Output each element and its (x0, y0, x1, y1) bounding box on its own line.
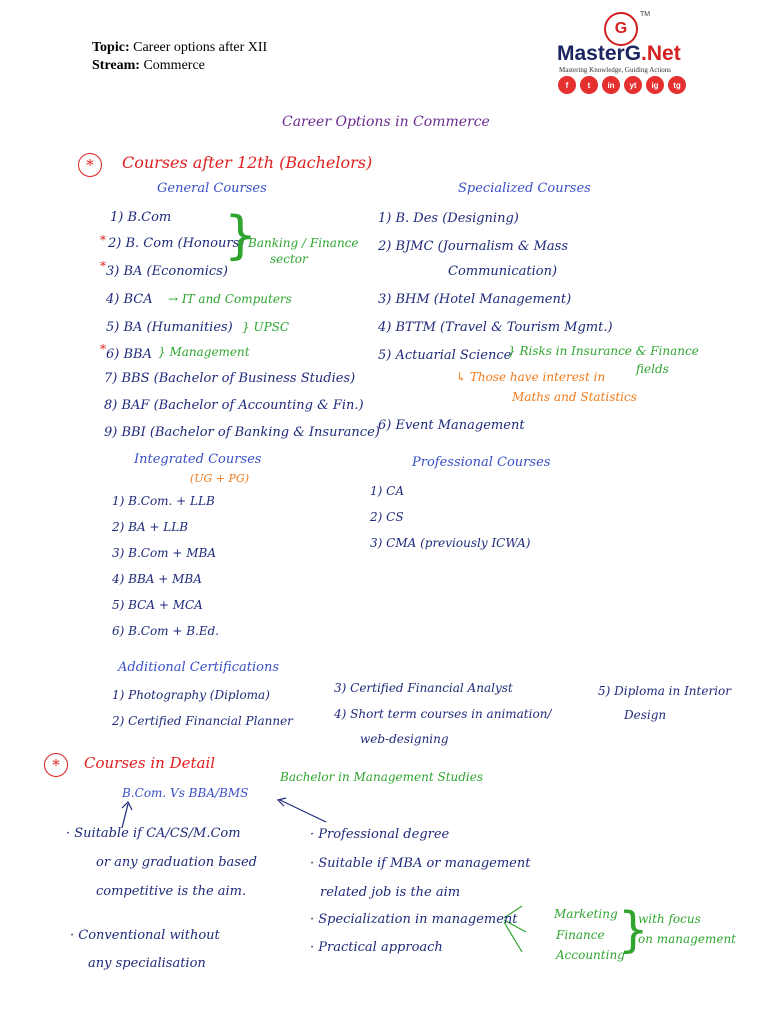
integrated-item: 4) BBA + MBA (112, 572, 202, 586)
topic-value: Career options after XII (133, 40, 268, 55)
general-item: 1) B.Com (110, 210, 172, 225)
detail-right-item: · Practical approach (310, 940, 443, 955)
logo-tagline: Mastering Knowledge, Guiding Actions (559, 66, 671, 74)
integrated-sub: (UG + PG) (190, 472, 250, 485)
general-item: 9) BBI (Bachelor of Banking & Insurance) (104, 425, 380, 440)
professional-item: 2) CS (370, 510, 404, 524)
integrated-item: 2) BA + LLB (112, 520, 189, 534)
stream-label: Stream: (92, 58, 140, 73)
linkedin-icon[interactable]: in (602, 76, 620, 94)
detail-right-item: related job is the aim (320, 885, 461, 900)
integrated-item: 5) BCA + MCA (112, 598, 203, 612)
logo-mark-letter: G (614, 20, 628, 37)
additional-heading: Additional Certifications (118, 660, 280, 675)
instagram-icon[interactable]: ig (646, 76, 664, 94)
specialized-item: 5) Actuarial Science (378, 348, 512, 363)
spec-item: Accounting (556, 948, 625, 962)
detail-right-item: · Suitable if MBA or management (310, 856, 531, 871)
telegram-icon[interactable]: tg (668, 76, 686, 94)
actuarial-note: } Risks in Insurance & Finance (508, 344, 699, 358)
it-note: → IT and Computers (168, 292, 292, 306)
facebook-icon[interactable]: f (558, 76, 576, 94)
specialized-item: 6) Event Management (378, 418, 525, 433)
specialized-item: 2) BJMC (Journalism & Mass (378, 239, 569, 254)
general-item: 8) BAF (Bachelor of Accounting & Fin.) (104, 398, 364, 413)
specialized-courses-heading: Specialized Courses (458, 181, 591, 196)
interest-note-2: Maths and Statistics (512, 390, 637, 404)
general-item: 4) BCA (106, 292, 153, 307)
topic-label: Topic: (92, 40, 130, 55)
brace-icon: } (224, 206, 258, 266)
interest-note: ↳ Those have interest in (456, 370, 606, 384)
actuarial-note-2: fields (636, 362, 669, 376)
asterisk-icon: * (100, 233, 106, 247)
spec-item: Finance (556, 928, 605, 942)
banking-note-2: sector (270, 252, 308, 266)
detail-left-item: · Suitable if CA/CS/M.Com (66, 826, 241, 841)
specialized-item: 1) B. Des (Designing) (378, 211, 519, 226)
page-title: Career Options in Commerce (282, 114, 490, 130)
management-note: } Management (158, 345, 250, 359)
additional-item: 3) Certified Financial Analyst (334, 681, 513, 695)
detail-left-item: any specialisation (88, 956, 206, 971)
general-item: 6) BBA (106, 347, 152, 362)
additional-item: 4) Short term courses in animation/ (334, 707, 552, 721)
additional-item: 2) Certified Financial Planner (112, 714, 293, 728)
logo-brand-main: MasterG (557, 42, 642, 65)
detail-right-item: · Specialization in management (310, 912, 518, 927)
additional-item: 5) Diploma in Interior (598, 684, 731, 698)
youtube-icon[interactable]: yt (624, 76, 642, 94)
focus-note: with focus (638, 912, 701, 926)
integrated-item: 3) B.Com + MBA (112, 546, 217, 560)
star-bullet-icon: * (44, 753, 68, 777)
stream-value: Commerce (143, 58, 205, 73)
integrated-item: 1) B.Com. + LLB (112, 494, 215, 508)
general-item: 7) BBS (Bachelor of Business Studies) (104, 371, 356, 386)
spec-item: Marketing (554, 907, 618, 921)
upsc-note: } UPSC (242, 320, 290, 334)
banking-note: Banking / Finance (248, 236, 359, 250)
twitter-icon[interactable]: t (580, 76, 598, 94)
additional-item-cont: Design (624, 708, 667, 722)
detail-left-item: · Conventional without (70, 928, 220, 943)
detail-right-item: · Professional degree (310, 827, 450, 842)
bms-note: Bachelor in Management Studies (280, 770, 484, 784)
additional-item: 1) Photography (Diploma) (112, 688, 270, 702)
additional-item-cont: web-designing (360, 732, 449, 746)
arrow-line-icon (280, 800, 326, 822)
general-item: 3) BA (Economics) (106, 264, 228, 279)
bachelor-heading: Courses after 12th (Bachelors) (122, 153, 373, 172)
asterisk-icon: * (100, 259, 106, 273)
asterisk-icon: * (100, 342, 106, 356)
logo-tm: TM (640, 11, 651, 18)
detail-left-item: competitive is the aim. (96, 884, 247, 899)
general-item: 2) B. Com (Honours) (108, 236, 245, 251)
logo-brand-ext: .Net (641, 42, 681, 65)
star-bullet-icon: * (78, 153, 102, 177)
specialized-item-cont: Communication) (448, 264, 558, 279)
professional-item: 3) CMA (previously ICWA) (370, 536, 531, 550)
focus-note-2: on management (638, 932, 736, 946)
professional-item: 1) CA (370, 484, 404, 498)
general-courses-heading: General Courses (157, 181, 267, 196)
specialized-item: 3) BHM (Hotel Management) (378, 292, 572, 307)
detail-left-item: or any graduation based (96, 855, 257, 870)
specialized-item: 4) BTTM (Travel & Tourism Mgmt.) (378, 320, 613, 335)
integrated-heading: Integrated Courses (134, 452, 262, 467)
brace-icon: } (618, 902, 649, 958)
integrated-item: 6) B.Com + B.Ed. (112, 624, 220, 638)
professional-heading: Professional Courses (412, 455, 551, 470)
general-item: 5) BA (Humanities) (106, 320, 233, 335)
detail-heading: Courses in Detail (84, 754, 216, 772)
compare-heading: B.Com. Vs BBA/BMS (122, 786, 249, 800)
